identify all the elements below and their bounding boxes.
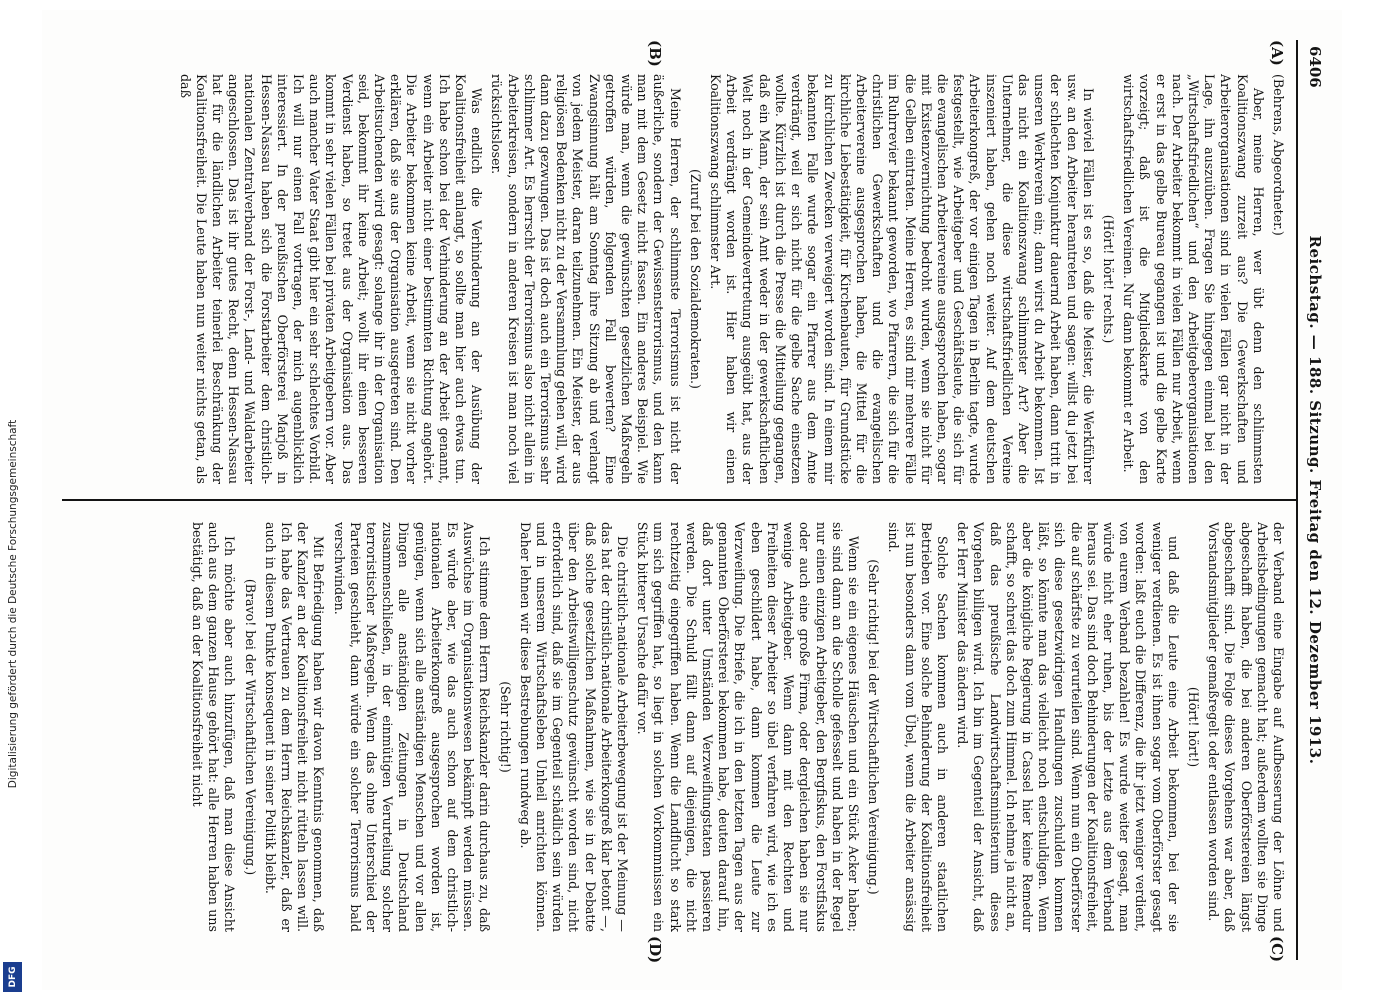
- interjection: (Hört! hört!): [1185, 686, 1201, 768]
- interjection: (Sehr richtig! bei der Wirtschaftlichen Vereinigung.): [865, 559, 881, 895]
- paragraph: der Verband eine Eingabe auf Aufbesserung der Löhne und Arbeitsbedingungen gemacht hat; außerdem wollten sie Dinge abgeschafft haben, die bei anderen Oberförstereien längst abgeschafft sind. Die Folge dieses Vorgehens war aber, daß Vorstandsmitglieder gemaßregelt oder entlassen worden sind.: [1205, 522, 1286, 932]
- margin-marker-d: (D): [645, 936, 664, 964]
- page-number: 6406: [1305, 46, 1324, 88]
- document-page: [42, 10, 1342, 990]
- column-divider: [62, 499, 1296, 501]
- paragraph: Aber, meine Herren, wer übt denn den schlimmsten Koalitionszwang zurzeit aus? Die Gewerkschaften und Arbeiterorganisationen sind in vielen Fällen gar nicht in der Lage, ihn auszuüben. Fragen Sie hingegen einmal bei den „Wirtschaftsfriedlichen“ und den Arbeitgeberorganisationen nach. Der Arbeiter bekommt in vielen Fällen nur Arbeit, wenn er erst in das gelbe Bureau gegangen ist und die gelbe Karte vorzeigt; daß ist die Mitgliedskarte von den wirtschaftsfriedlichen Vereinen. Nur dann bekommt er Arbeit.: [1120, 74, 1266, 484]
- running-title: Reichstag. — 188. Sitzung. Freitag den 12. Dezember 1913.: [1305, 235, 1324, 765]
- margin-marker-a: (A): [1267, 40, 1286, 66]
- interjection: (Bravo! bei der Wirtschaftlichen Vereinigung.): [242, 578, 258, 876]
- left-column: [66, 74, 1286, 484]
- paragraph: Ich möchte aber auch hinzufügen, daß man diese Ansicht auch aus dem ganzen Hause gehört hat: alle Herren haben uns bestätigt, daß an der Koalitionsfreiheit nicht: [189, 522, 237, 932]
- paragraph: Die christlich-nationale Arbeiterbewegung ist der Meinung — das hat der christlich-nationale Arbeiterkongreß klar betont —, daß solche gesetzlichen Maßnahmen, wie sie in der Debatte über den Arbeitswilligenschutz gewünscht worden sind, nicht erforderlich sind, daß sie im Gegenteil schädlich sein würden und in unserem Wirtschaftsleben Unheil anrichten können. Daher lehnen wir diese Bestrebungen rundweg ab.: [517, 522, 630, 932]
- paragraph: Meine Herren, der schlimmste Terrorismus ist nicht der äußerliche, sondern der Gewissensterrorismus, und den kann man mit dem Gesetz nicht fassen. Ein anderes Beispiel. Wie würde man, wenn die gewünschten gesetzlichen Maßregeln getroffen würden, folgenden Fall bewerten? Eine Zwangsinnung hält am Sonntag ihre Sitzung ab und verlangt von jedem Meister, daran teilzunehmen. Ein Meister, der aus religiösen Bedenken nicht zu der Versammlung gehen will, wird dann dazu gezwungen. Das ist doch auch ein Terrorismus sehr schlimmer Art. Es herrscht der Terrorismus also nicht allein in Arbeiterkreisen, sondern in anderen Kreisen ist man noch viel rücksichtsloser.: [488, 74, 683, 484]
- interjection: (Sehr richtig!): [497, 681, 513, 773]
- right-column: [66, 522, 1286, 932]
- interjection: (Zuruf bei den Sozialdemokraten.): [687, 169, 703, 389]
- margin-marker-c: (C): [1267, 936, 1286, 963]
- dfg-logo-text: DFG: [7, 966, 18, 988]
- paragraph: und daß die Leute eine Arbeit bekommen, bei der sie weniger verdienen. Es ist ihnen sogar vom Oberförster gesagt worden: laßt euch die Differenz, die ihr jetzt weniger verdient, von eurem Verband bezahlen! Es wurde weiter gesagt, man würde nicht eher ruhen, bis der Letzte aus dem Verband heraus sei. Das sind doch Behinderungen der Koalitionsfreiheit, die auf schärfste zu verurteilen sind. Wenn nun ein Oberförster sich diese gesetzwidrigen Handlungen zuschulden kommen läßt, so könnte man das vielleicht noch entschuldigen. Wenn aber die königliche Regierung in Cassel hier keine Remedur schafft, so schreit das doch zum Himmel. Ich nehme ja nicht an, daß das preußische Landwirtschaftsministerium dieses Vorgehen billigen wird. Ich bin im Gegenteil der Ansicht, daß der Herr Minister das ändern wird.: [954, 522, 1181, 932]
- paragraph: Was endlich die Verhinderung an der Ausübung der Koalitionsfreiheit anlangt, so sollte man hier auch etwas tun. Ich habe schon bei der Verhinderung an der Arbeit genannt, wenn ein Arbeiter nicht einer bestimmten Richtung angehört. Die Arbeiter bekommen keine Arbeit, wenn sie nicht vorher erklären, daß sie aus der Organisation ausgetreten sind. Den Arbeitsuchenden wird gesagt: solange ihr in der Organisation seid, bekommt ihr keine Arbeit; wollt ihr einen besseren Verdienst haben, so tretet aus der Organisation aus. Das kommt in sehr vielen Fällen bei privaten Arbeitgebern vor. Aber auch mancher Vater Staat gibt hier ein sehr schlechtes Vorbild. Ich will nur einen Fall vortragen, der mich augenblicklich interessiert. In der preußischen Oberförsterei Marjoß in Hessen-Nassau haben sich die Forstarbeiter dem christlich-nationalen Zentralverband der Forst-, Land- und Waldarbeiter angeschlossen. Das ist ihr gutes Recht, denn Hessen-Nassau hat für die ländlichen Arbeiter teinerlei Beschränkung der Koalitionsfreiheit. Die Leute haben nun weiter nichts getan, als daß: [177, 74, 484, 484]
- speaker-attribution: (Behrens, Abgeordneter.): [1270, 74, 1286, 236]
- paragraph: Solche Sachen kommen auch in anderen staatlichen Betrieben vor. Eine solche Behinderung der Koalitionsfreiheit ist nun besonders dann vom Übel, wenn die Arbeiter ansässig sind.: [885, 522, 950, 932]
- margin-marker-b: (B): [645, 40, 664, 67]
- page-header: [1298, 46, 1324, 954]
- paragraph: Mit Befriedigung haben wir davon Kenntnis genommen, daß der Kanzler an der Koalitionsfreiheit nicht rütteln lassen will. Ich habe das Vertrauen zu dem Herrn Reichskanzler, daß er auch in diesem Punkte konsequent in seiner Politik bleibt.: [262, 522, 326, 932]
- funding-note-text: Digitalisierung gefördert durch die Deutsche Forschungsgemeinschaft: [7, 419, 19, 789]
- paragraph: Ich stimme dem Herrn Reichskanzler darin durchaus zu, daß Auswüchse im Organisationswesen bekämpft werden müssen. Es würde aber, wie das auch schon auf dem christlich-nationalen Arbeiterkongreß ausgesprochen worden ist, genügen, wenn sich alle anständigen Menschen und vor allen Dingen alle anständigen Zeitungen in Deutschland zusammenschließen, in der einmütigen Verurteilung solcher terroristischer Maßregeln. Wenn das ohne Unterschied der Parteien geschieht, dann würde ein solcher Terrorismus bald verschwinden.: [331, 522, 492, 932]
- paragraph: In wieviel Fällen ist es so, daß die Meister, die Werkführer usw. an den Arbeiter herantreten und sagen: willst du jetzt bei der schlechten Konjunktur dauernd Arbeit haben, dann tritt in unseren Werkverein ein; dann wirst du Arbeit bekommen. Ist das nicht ein Koalitionszwang schlimmster Art? Aber die Unternehmer, die diese wirtschaftsfriedlichen Vereine inszeniert haben, gehen noch weiter. Auf dem deutschen Arbeiterkongreß, der vor einigen Tagen in Berlin tagte, wurde festgestellt, wie Arbeitgeber und Geschäftsleute, die sich für die evangelischen Arbeitervereine ausgesprochen haben, sogar mit Existenzvernichtung bedroht wurden, wenn sie nicht für die Gelben eintraten. Meine Herren, es sind mir mehrere Fälle im Ruhrrevier bekannt geworden, wo Pfarrern, die sich für die christlichen Gewerkschaften und die evangelischen Arbeitervereine ausgesprochen haben, die Mittel für die kirchliche Liebestätigkeit, für Kirchenbauten, für Grundstücke zu kirchlichen Zwecken verweigert worden sind. In einem mir bekannten Falle wurde sogar ein Pfarrer aus dem Amte verdrängt, weil er sich nicht für die gelbe Sache einsetzen wollte. Kürzlich ist durch die Presse die Mitteilung gegangen, daß ein Mann, der sein Amt weder in der gewerkschaftlichen Welt noch in der Gemeindevertretung ausgeübt hat, aus der Arbeit verdrängt worden ist. Hier haben wir einen Koalitionszwang schlimmster Art.: [707, 74, 1096, 484]
- interjection: (Hört! hört! rechts.): [1100, 214, 1116, 344]
- dfg-logo: [3, 962, 22, 992]
- paragraph: Wenn sie ein eigenes Häuschen und ein Stück Acker haben; sie sind dann an die Scholle gefesselt und haben in der Regel nur einen einzigen Arbeitgeber, den Bergfiskus, den Forstfiskus oder auch eine große Firma, oder dergleichen haben sie nur wenige Arbeitgeber. Wenn dann mit den Rechten und Freiheiten dieser Arbeiter so übel verfahren wird, wie ich es eben geschildert habe, dann kommen die Leute zur Verzweiflung. Die Briefe, die ich in den letzten Tagen aus der genannten Oberförsterei bekommen habe, deuten darauf hin, daß dort unter Umständen Verzweiflungstaten passieren werden. Die Schuld fällt dann auf diejenigen, die nicht rechtzeitig eingegriffen haben. Wenn die Landflucht so stark um sich gegriffen hat, so liegt in solchen Vorkommnissen ein Stück bitterer Ursache dafür vor.: [634, 522, 861, 932]
- funding-footer: [0, 0, 26, 1000]
